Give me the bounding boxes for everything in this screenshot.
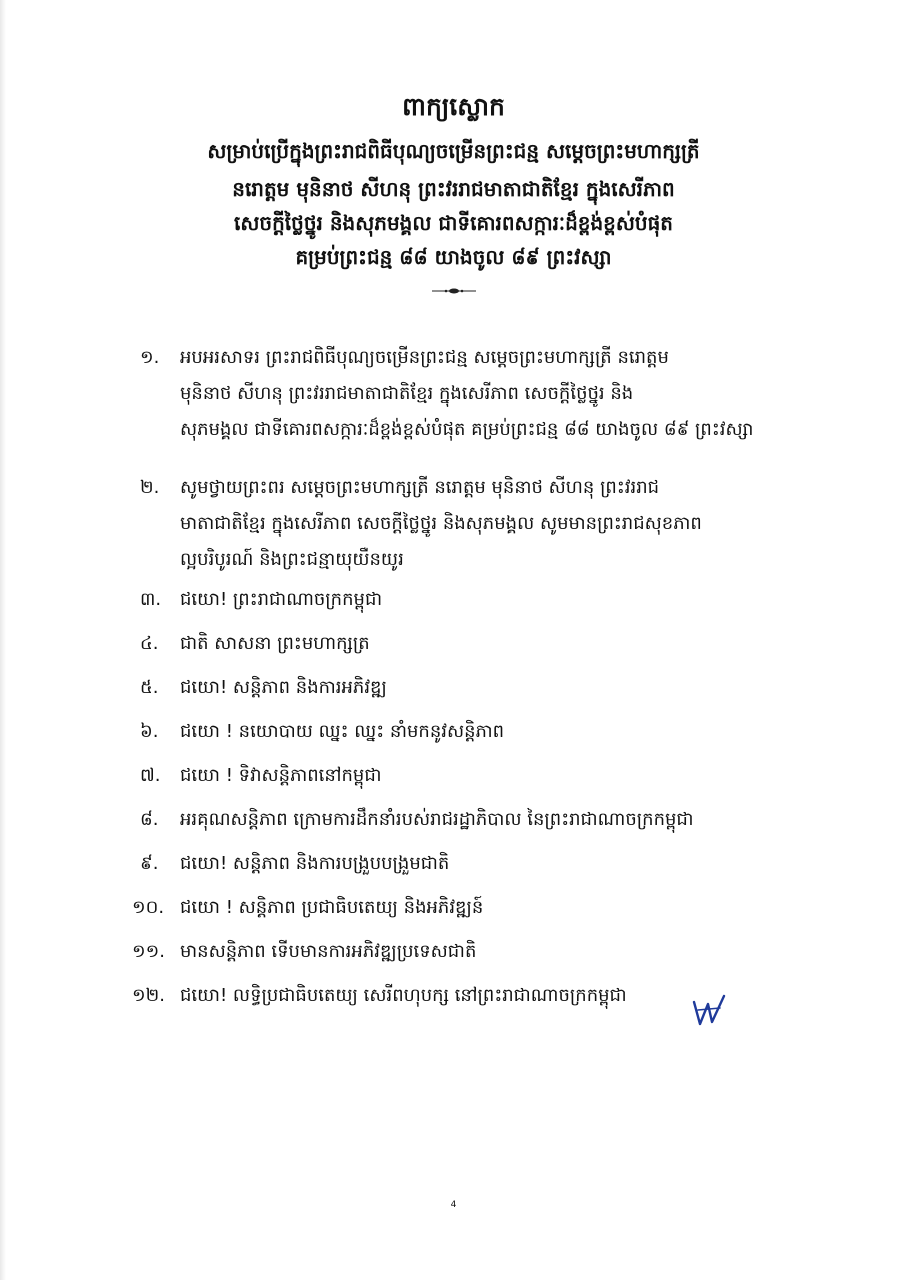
slogan-text-line: ជយោ! សន្តិភាព និងការអភិវឌ្ឍ [180,677,387,698]
slogan-item [140,670,860,706]
slogan-number: ៦. [140,721,159,742]
slogan-number: ១០. [132,897,165,918]
slogan-item [140,470,860,578]
slogan-text-line: អបអរសាទរ ព្រះរាជពិធីបុណ្យចម្រើនព្រះជន្ម សម្តេចព្រះមហាក្សត្រី នរោត្តម [180,347,669,368]
slogan-text-line: ជយោ ! សន្តិភាព ប្រជាធិបតេយ្យ និងអភិវឌ្ឍន៍ [180,897,484,918]
slogan-number: ៥. [140,677,159,698]
slogan-number: ៩. [140,853,159,874]
subtitle-line-3: សេចក្តីថ្លៃថ្នូរ និងសុភមង្គល ជាទីគោរពសក្ការៈដ៏ខ្ពង់ខ្ពស់បំផុត [234,211,673,235]
slogan-text-line: ជយោ! សន្តិភាព និងការបង្រួបបង្រួមជាតិ [180,853,450,874]
subtitle-line-4: គម្រប់ព្រះជន្ម ៨៨ យាងចូល ៨៩ ព្រះវស្សា [295,245,612,269]
slogan-number: ១១. [132,941,165,962]
slogan-number: ២. [140,477,160,498]
slogan-text-line: មាតាជាតិខ្មែរ ក្នុងសេរីភាព សេចក្តីថ្លៃថ្នូរ និងសុភមង្គល សូមមានព្រះរាជសុខភាព [180,513,702,534]
slogan-number: ៤. [140,633,159,654]
slogan-item [132,890,852,926]
slogan-text-line: ជយោ ! ទិវាសន្តិភាពនៅកម្ពុជា [180,765,382,786]
slogan-text-line: មុនិនាថ សីហនុ ព្រះវររាជមាតាជាតិខ្មែរ ក្នុងសេរីភាព សេចក្តីថ្លៃថ្នូរ និង [180,383,634,404]
slogan-text-line: ជាតិ សាសនា ព្រះមហាក្សត្រ [180,633,370,654]
slogan-item [132,978,852,1014]
page-number: 4 [450,1200,457,1210]
slogan-text-line: ជយោ ! នយោបាយ ឈ្នះ ឈ្នះ នាំមកនូវសន្តិភាព [180,721,505,742]
handwritten-initial-icon [690,990,730,1030]
slogan-number: ៨. [140,809,159,830]
slogan-text-line: សូមថ្វាយព្រះពរ សម្តេចព្រះមហាក្សត្រី នរោត្តម មុនិនាថ សីហនុ ព្រះវររាជ [180,477,660,498]
subtitle-line-2: នរោត្តម មុនិនាថ សីហនុ ព្រះវររាជមាតាជាតិខ្មែរ ក្នុងសេរីភាព [232,177,675,201]
slogan-text-line: សុភមង្គល ជាទីគោរពសក្ការៈដ៏ខ្ពង់ខ្ពស់បំផុត គម្រប់ព្រះជន្ម ៨៨ យាងចូល ៨៩ ព្រះវស្សា [180,419,754,440]
slogan-item [140,582,860,618]
slogan-text-line: មានសន្តិភាព ទើបមានការអភិវឌ្ឍប្រទេសជាតិ [180,941,477,962]
slogan-text-line: ល្អបរិបូរណ៍ និងព្រះជន្មាយុយឺនយូរ [180,549,404,570]
slogan-item [140,626,860,662]
slogan-number: ៣. [140,589,162,610]
slogan-item [140,340,860,448]
slogan-item [140,758,860,794]
slogan-text-line: ជយោ! ព្រះរាជាណាចក្រកម្ពុជា [180,589,383,610]
slogan-item [132,934,852,970]
slogan-item [140,802,860,838]
slogan-item [140,846,860,882]
document-title: ពាក្យស្លោក [402,92,505,121]
slogan-item [140,714,860,750]
subtitle-line-1: សម្រាប់ប្រើក្នុងព្រះរាជពិធីបុណ្យចម្រើនព្រះជន្ម សម្តេចព្រះមហាក្សត្រី [207,139,700,163]
slogan-number: ១. [140,347,160,368]
slogan-text-line: អរគុណសន្តិភាព ក្រោមការដឹកនាំរបស់រាជរដ្ឋាភិបាល នៃព្រះរាជាណាចក្រកម្ពុជា [180,809,694,830]
slogan-text-line: ជយោ! លទ្ធិប្រជាធិបតេយ្យ សេរីពហុបក្ស នៅព្រះរាជាណាចក្រកម្ពុជា [180,985,627,1006]
slogan-number: ១២. [132,985,165,1006]
slogan-number: ៧. [140,765,161,786]
